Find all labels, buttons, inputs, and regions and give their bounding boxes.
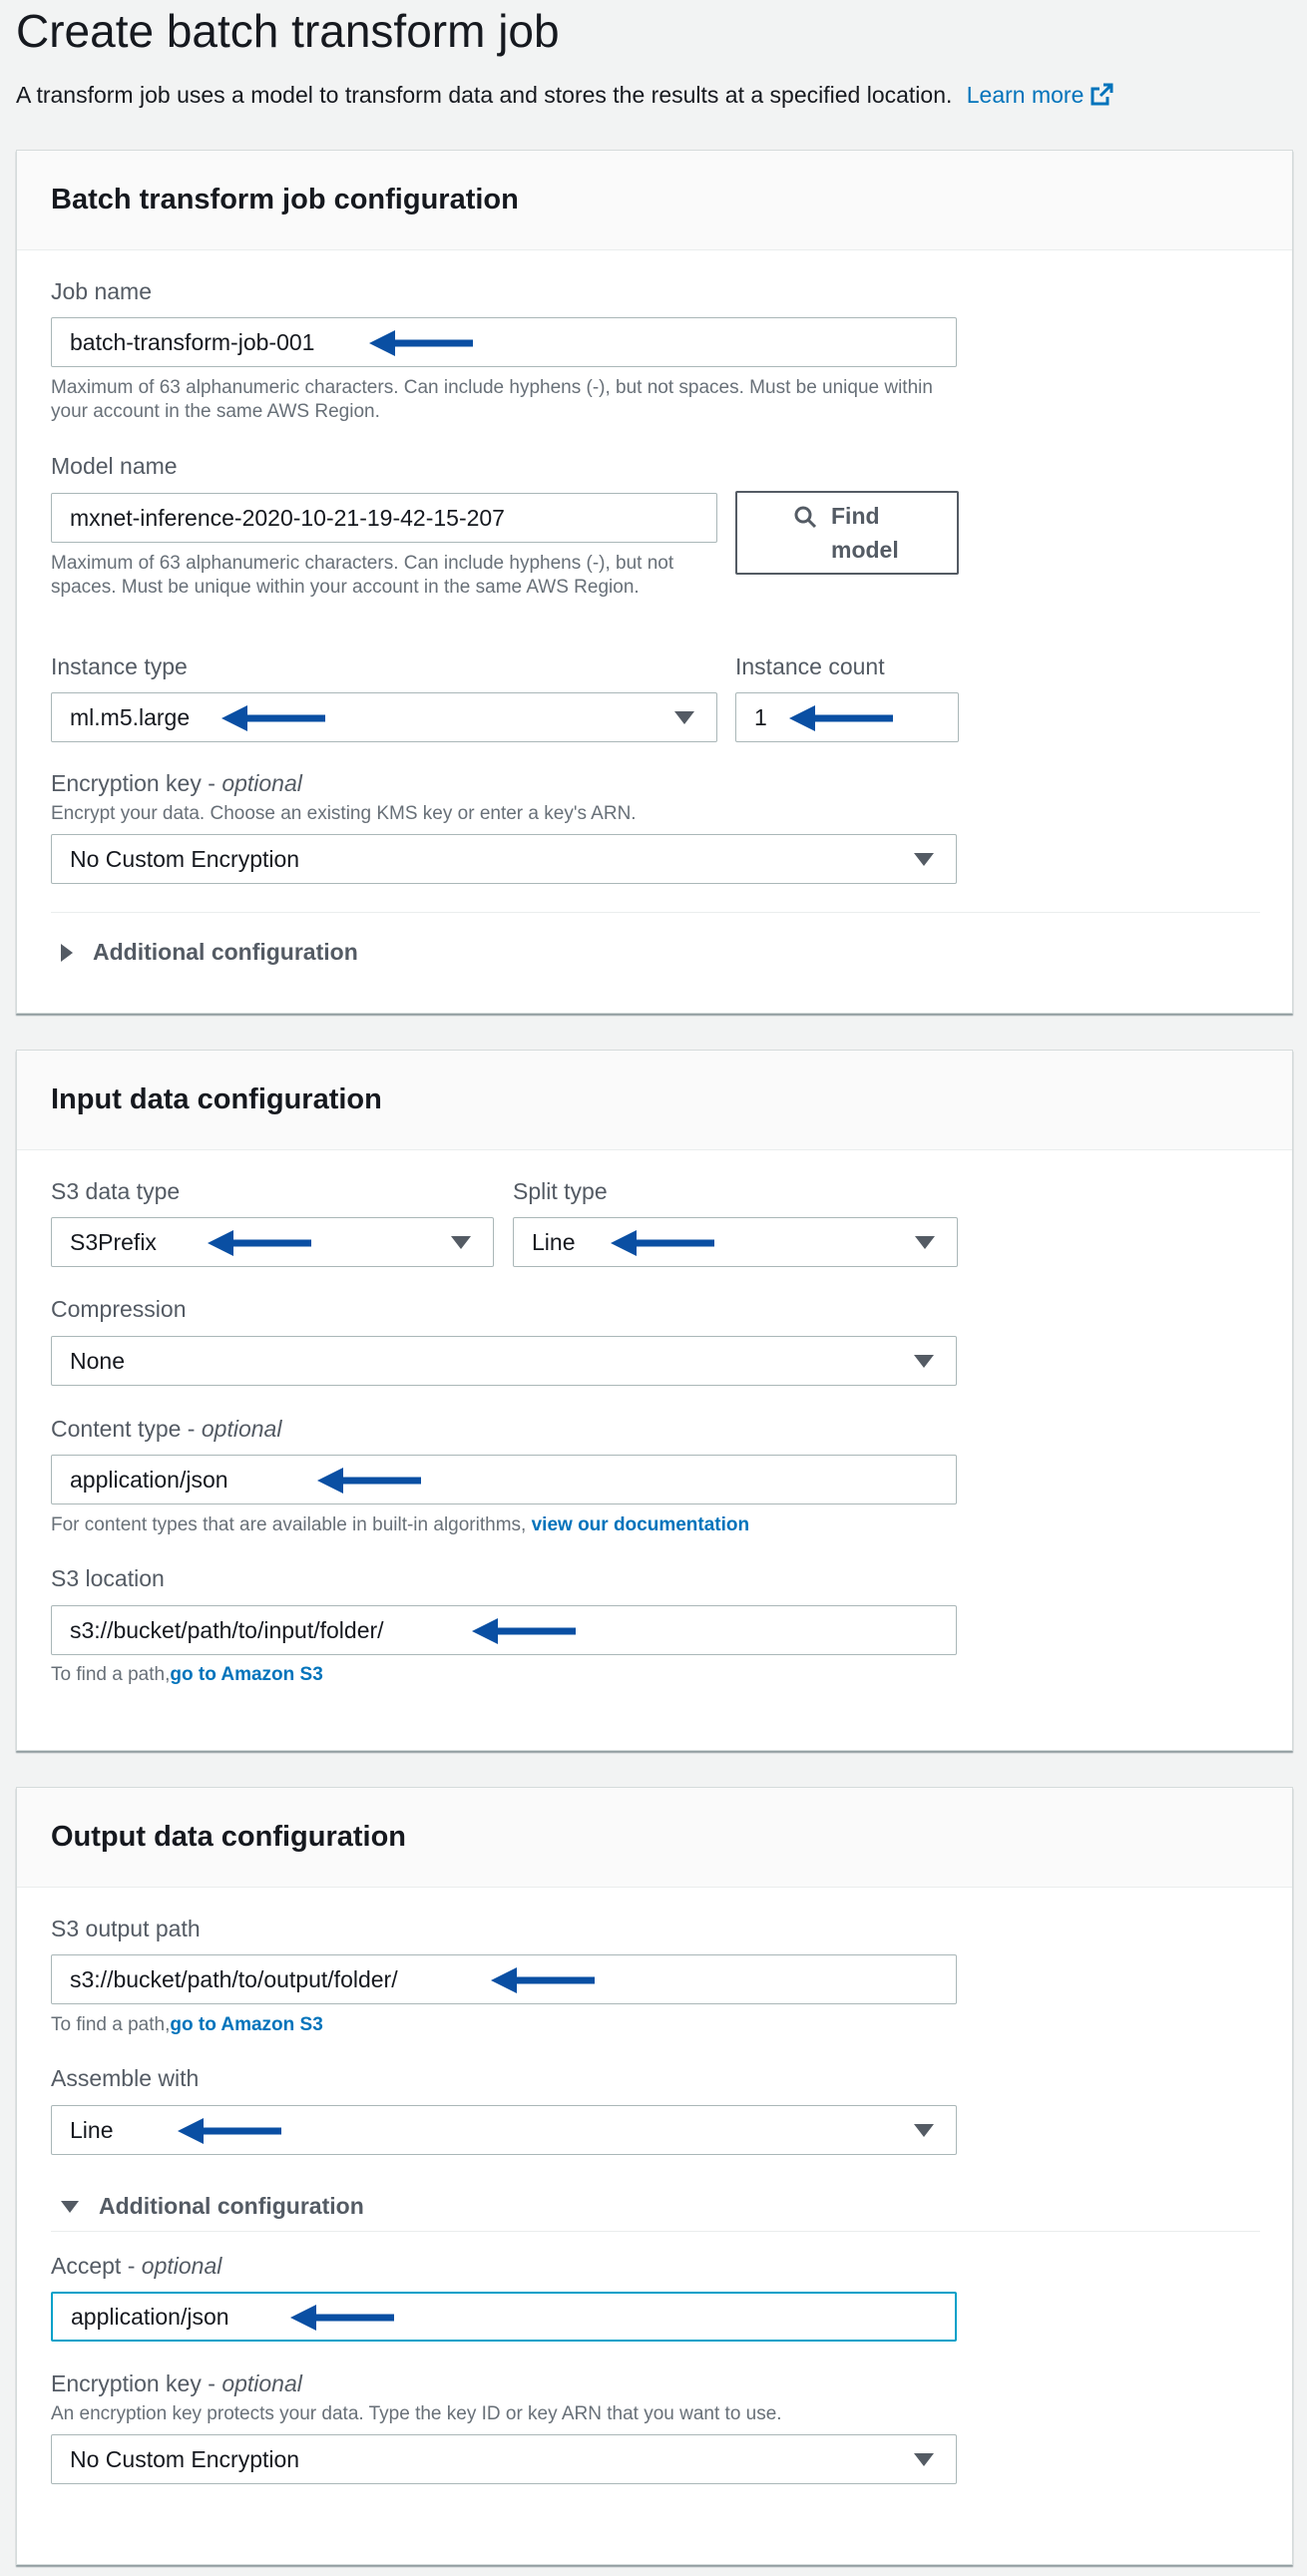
- accept-label: Accept - optional: [51, 2253, 222, 2279]
- split-type-label: Split type: [513, 1178, 608, 1204]
- s3-data-type-value: S3Prefix: [70, 1228, 157, 1255]
- job-name-value: batch-transform-job-001: [70, 328, 315, 355]
- compression-value: None: [70, 1347, 125, 1374]
- divider: [51, 912, 1260, 913]
- annotation-arrow-icon: [167, 2118, 292, 2144]
- instance-count-value: 1: [754, 703, 767, 730]
- split-type-select[interactable]: [513, 1217, 958, 1267]
- content-type-hint: For content types that are available in built-in algorithms, view our documentation: [51, 1514, 750, 1535]
- accept-value: application/json: [71, 2303, 229, 2330]
- input-configuration-panel: [16, 1050, 1293, 1751]
- output-encryption-key-label: Encryption key - optional: [51, 2370, 302, 2396]
- additional-configuration-toggle[interactable]: [61, 2193, 364, 2220]
- s3-output-hint: To find a path,go to Amazon S3: [51, 2014, 323, 2035]
- encryption-key-value: No Custom Encryption: [70, 845, 300, 872]
- s3-data-type-label: S3 data type: [51, 1178, 181, 1204]
- output-configuration-title: Output data configuration: [51, 1821, 407, 1853]
- caret-down-icon: [61, 2201, 79, 2213]
- annotation-arrow-icon: [278, 2305, 406, 2331]
- caret-right-icon: [61, 944, 73, 962]
- instance-type-label: Instance type: [51, 653, 188, 679]
- model-name-label: Model name: [51, 453, 178, 479]
- chevron-down-icon: [914, 1355, 934, 1368]
- job-configuration-header: [17, 151, 1292, 250]
- annotation-arrow-icon: [192, 1230, 327, 1256]
- compression-label: Compression: [51, 1296, 187, 1322]
- chevron-down-icon: [451, 1236, 471, 1249]
- page-title: Create batch transform job: [16, 5, 560, 57]
- output-encryption-key-hint: An encryption key protects your data. Type the key ID or key ARN that you want to use.: [51, 2403, 782, 2424]
- divider: [51, 2231, 1260, 2232]
- job-name-hint: Maximum of 63 alphanumeric characters. Can include hyphens (-), but not spaces. Must be unique within your account in the same AWS Region.: [51, 377, 933, 422]
- output-encryption-key-value: No Custom Encryption: [70, 2445, 300, 2472]
- s3-location-hint: To find a path,go to Amazon S3: [51, 1664, 323, 1685]
- content-type-input[interactable]: [51, 1455, 957, 1504]
- additional-configuration-toggle[interactable]: [61, 939, 358, 966]
- annotation-arrow-icon: [217, 705, 330, 731]
- chevron-down-icon: [915, 1236, 935, 1249]
- assemble-with-label: Assemble with: [51, 2065, 200, 2091]
- find-model-label: Find model: [831, 503, 899, 563]
- job-name-input[interactable]: [51, 317, 957, 367]
- job-configuration-panel: [16, 150, 1293, 1014]
- input-configuration-title: Input data configuration: [51, 1083, 382, 1115]
- external-link-icon: [1089, 83, 1113, 107]
- instance-count-label: Instance count: [735, 653, 885, 679]
- go-to-amazon-s3-link[interactable]: go to Amazon S3: [170, 1664, 323, 1685]
- learn-more-link[interactable]: Learn more: [967, 82, 1114, 108]
- annotation-arrow-icon: [785, 705, 897, 731]
- chevron-down-icon: [914, 2453, 934, 2466]
- model-name-hint: Maximum of 63 alphanumeric characters. Can include hyphens (-), but not spaces. Must be unique within your account in the same AWS Region.: [51, 553, 674, 598]
- chevron-down-icon: [674, 711, 694, 724]
- instance-type-select[interactable]: [51, 692, 717, 742]
- search-icon: [793, 505, 817, 529]
- instance-type-value: ml.m5.large: [70, 703, 191, 730]
- content-type-label: Content type - optional: [51, 1416, 282, 1442]
- s3-output-path-label: S3 output path: [51, 1916, 201, 1941]
- content-type-value: application/json: [70, 1466, 228, 1493]
- find-model-button[interactable]: [735, 491, 959, 575]
- chevron-down-icon: [914, 2124, 934, 2137]
- annotation-arrow-icon: [296, 1468, 442, 1494]
- annotation-arrow-icon: [478, 1967, 608, 1993]
- output-configuration-header: [17, 1788, 1292, 1888]
- chevron-down-icon: [914, 853, 934, 866]
- output-configuration-panel: [16, 1787, 1293, 2565]
- job-name-label: Job name: [51, 278, 153, 304]
- encryption-key-select[interactable]: [51, 834, 957, 884]
- accept-input[interactable]: [51, 2292, 957, 2342]
- page-description: [16, 82, 1113, 109]
- encryption-key-label: Encryption key - optional: [51, 770, 302, 796]
- annotation-arrow-icon: [468, 1618, 580, 1644]
- page-description-text: A transform job uses a model to transform data and stores the results at a specified location.: [16, 82, 953, 108]
- view-documentation-link[interactable]: view our documentation: [531, 1514, 750, 1535]
- annotation-arrow-icon: [598, 1230, 727, 1256]
- output-encryption-key-select[interactable]: [51, 2434, 957, 2484]
- go-to-amazon-s3-link[interactable]: go to Amazon S3: [170, 2014, 323, 2035]
- additional-configuration-label: Additional configuration: [99, 2193, 364, 2219]
- input-configuration-header: [17, 1051, 1292, 1150]
- model-name-input[interactable]: [51, 493, 717, 543]
- s3-output-path-value: s3://bucket/path/to/output/folder/: [70, 1965, 398, 1992]
- split-type-value: Line: [532, 1228, 576, 1255]
- job-configuration-title: Batch transform job configuration: [51, 184, 519, 215]
- s3-location-value: s3://bucket/path/to/input/folder/: [70, 1616, 384, 1643]
- annotation-arrow-icon: [366, 330, 476, 356]
- s3-location-label: S3 location: [51, 1565, 165, 1591]
- assemble-with-value: Line: [70, 2116, 114, 2143]
- encryption-key-hint: Encrypt your data. Choose an existing KMS key or enter a key's ARN.: [51, 803, 637, 824]
- model-name-value: mxnet-inference-2020-10-21-19-42-15-207: [70, 504, 505, 531]
- compression-select[interactable]: [51, 1336, 957, 1386]
- additional-configuration-label: Additional configuration: [93, 939, 358, 965]
